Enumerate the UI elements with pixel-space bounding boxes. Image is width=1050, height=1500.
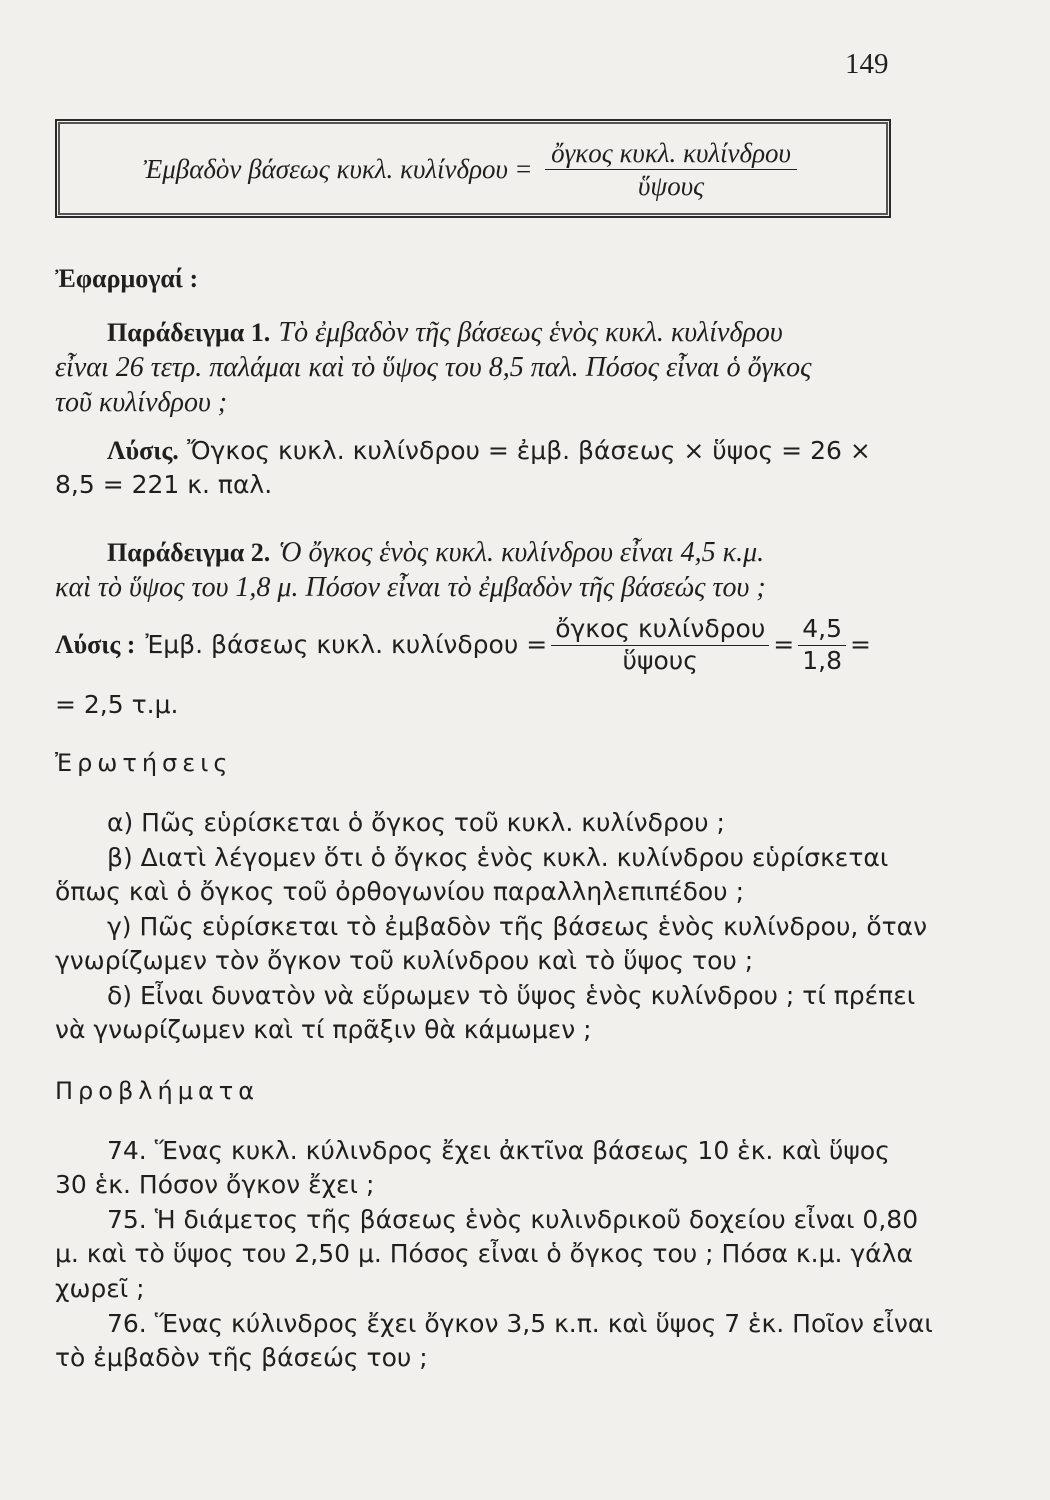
formula-fraction [545,139,797,201]
question-c-line1: γ) Πῶς εὑρίσκεται τὸ ἐμβαδὸν τῆς βάσεως ἑνὸς κυλίνδρου, ὅταν [107,912,928,941]
example2-frac1-den: ὕψους [622,645,698,675]
example2-frac2-num: 4,5 [798,615,846,646]
formula-numerator: ὄγκος κυκλ. κυλίνδρου [545,139,797,170]
question-d-line2: νὰ γνωρίζωμεν καὶ τί πρᾶξιν θὰ κάμωμεν ; [55,1015,592,1044]
example1-line2: εἶναι 26 τετρ. παλάμαι καὶ τὸ ὕψος του 8,5 παλ. Πόσος εἶναι ὁ ὄγκος [55,352,812,383]
problem-74-line2: 30 ἑκ. Πόσον ὄγκον ἔχει ; [55,1170,375,1199]
example2-solution-label: Λύσις : [55,630,136,659]
formula-denominator: ὕψους [638,171,705,202]
problem-74-line1: 74. Ἕνας κυκλ. κύλινδρος ἔχει ἀκτῖνα βάσεως 10 ἑκ. καὶ ὕψος [107,1136,890,1165]
question-d-line1: δ) Εἶναι δυνατὸν νὰ εὕρωμεν τὸ ὕψος ἑνὸς κυλίνδρου ; τί πρέπει [107,981,916,1010]
applications-heading: Ἐφαρμογαί : [55,264,199,293]
questions-heading: Ἐρωτήσεις [55,749,233,777]
problem-76-line1: 76. Ἕνας κύλινδρος ἔχει ὄγκον 3,5 κ.π. καὶ ὕψος 7 ἑκ. Ποῖον εἶναι [107,1309,933,1338]
example1-line1 [55,316,895,350]
example1-solution-line1 [55,434,895,468]
example1-solution-label: Λύσις. [107,436,179,465]
example1-text1: Τὸ ἐμβαδὸν τῆς βάσεως ἑνὸς κυκλ. κυλίνδρου [278,317,783,348]
example2-equals1: = [773,630,795,659]
example1-line3: τοῦ κυλίνδρου ; [55,387,228,418]
example1-solution-line2: 8,5 = 221 κ. παλ. [55,470,273,499]
example2-text1: Ὁ ὄγκος ἑνὸς κυκλ. κυλίνδρου εἶναι 4,5 κ.μ. [278,537,765,568]
example2-label: Παράδειγμα 2. [107,538,271,567]
question-b-line2: ὅπως καὶ ὁ ὄγκος τοῦ ὀρθογωνίου παραλληλεπιπέδου ; [55,877,745,906]
question-c-line2: γνωρίζωμεν τὸν ὄγκον τοῦ κυλίνδρου καὶ τὸ ὕψος του ; [55,946,754,975]
problem-75-line2: μ. καὶ τὸ ὕψος του 2,50 μ. Πόσος εἶναι ὁ ὄγκος του ; Πόσα κ.μ. γάλα [55,1239,913,1268]
example2-solution-text: Ἐμβ. βάσεως κυκλ. κυλίνδρου = [145,630,548,659]
example2-fraction1 [551,615,769,676]
example2-line2: καὶ τὸ ὕψος του 1,8 μ. Πόσον εἶναι τὸ ἐμβαδὸν τῆς βάσεώς του ; [55,572,766,603]
formula-equals: = [515,154,532,185]
example2-result: = 2,5 τ.μ. [55,690,179,719]
example1-label: Παράδειγμα 1. [107,318,271,347]
example2-equals2: = [850,630,871,659]
problem-76-line2: τὸ ἐμβαδὸν τῆς βάσεώς του ; [55,1343,428,1372]
question-a: α) Πῶς εὑρίσκεται ὁ ὄγκος τοῦ κυκλ. κυλίνδρου ; [107,808,725,837]
example2-frac2-den: 1,8 [802,645,843,675]
example2-fraction2 [798,615,846,676]
problem-75-line3: χωρεῖ ; [55,1274,145,1303]
example2-solution [55,610,895,680]
problem-75-line1: 75. Ἡ διάμετος τῆς βάσεως ἑνὸς κυλινδρικοῦ δοχείου εἶναι 0,80 [107,1205,919,1234]
example1-solution-text1: Ὄγκος κυκλ. κυλίνδρου = ἐμβ. βάσεως × ὕψος = 26 × [187,436,871,465]
question-b-line1: β) Διατὶ λέγομεν ὅτι ὁ ὄγκος ἑνὸς κυκλ. κυλίνδρου εὑρίσκεται [107,843,889,872]
example2-line1 [55,536,895,570]
formula-lhs: Ἐμβαδὸν βάσεως κυκλ. κυλίνδρου [143,154,508,185]
example2-frac1-num: ὄγκος κυλίνδρου [551,615,769,646]
formula-box [55,119,891,218]
problems-heading: Προβλήματα [55,1077,260,1105]
box-formula [57,139,889,201]
page-number: 149 [845,48,889,80]
